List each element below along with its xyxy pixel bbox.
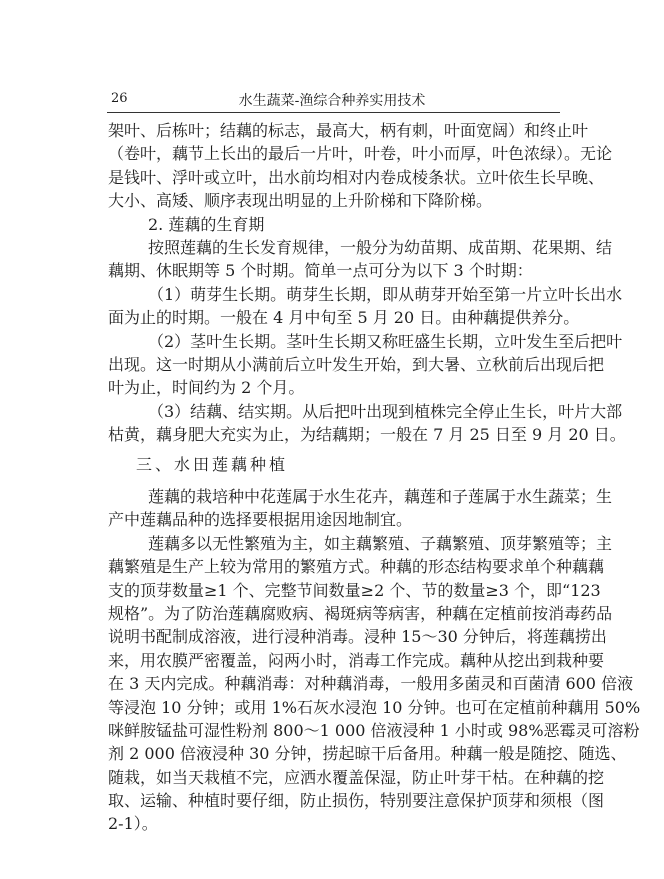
text-line: 来，用农膜严密覆盖，闷两小时，消毒工作完成。藕种从挖出到栽种要 — [108, 650, 605, 670]
section-heading: 三、水田莲藕种植 — [136, 455, 289, 474]
text-line: 莲藕多以无性繁殖为主，如主藕繁殖、子藕繁殖、顶芽繁殖等；主 — [148, 533, 613, 553]
text-line: 2-1）。 — [108, 814, 158, 834]
subheading: 2. 莲藕的生育期 — [148, 214, 265, 234]
text-line: 藕期、休眠期等 5 个时期。简单一点可分为以下 3 个时期： — [108, 261, 533, 281]
text-line: 面为止的时期。一般在 4 月中旬至 5 月 20 日。由种藕提供养分。 — [108, 308, 580, 328]
text-line: 规格”。为了防治莲藕腐败病、褐斑病等病害，种藕在定植前按消毒药品 — [108, 603, 613, 623]
text-line: 藕繁殖是生产上较为常用的繁殖方式。种藕的形态结构要求单个种藕藕 — [108, 557, 605, 577]
text-line: 是钱叶、浮叶或立叶，出水前均相对内卷成棱条状。立叶依生长早晚、 — [108, 167, 605, 187]
text-line: 说明书配制成溶液，进行浸种消毒。浸种 15～30 分钟后，将莲藕捞出 — [108, 627, 607, 647]
text-line: 取、运输、种植时要仔细，防止损伤，特别要注意保护顶芽和须根（图 — [108, 791, 605, 811]
section-1-text — [108, 119, 626, 446]
text-line: 等浸泡 10 分钟；或用 1%石灰水浸泡 10 分钟。也可在定植前种藕用 50% — [108, 697, 641, 717]
header-rule — [107, 112, 560, 113]
text-line: 支的顶芽数量≥1 个、完整节间数量≥2 个、节的数量≥3 个，即“123 — [108, 580, 601, 600]
text-line: 产中莲藕品种的选择要根据用途因地制宜。 — [108, 510, 413, 530]
text-line: 架叶、后栋叶；结藕的标志，最高大，柄有刺，叶面宽阔）和终止叶 — [108, 121, 589, 140]
text-line: 大小、高矮、顺序表现出明显的上升阶梯和下降阶梯。 — [108, 191, 493, 211]
text-line: 按照莲藕的生长发育规律，一般分为幼苗期、成苗期、花果期、结 — [148, 237, 613, 257]
section-2-text — [108, 485, 641, 836]
text-line: 剂 2 000 倍液浸种 30 分钟，捞起晾干后备用。种藕一般是随挖、随选、 — [108, 744, 627, 764]
text-line: 在 3 天内完成。种藕消毒：对种藕消毒，一般用多菌灵和百菌清 600 倍液 — [108, 674, 634, 694]
text-line: 莲藕的栽培种中花莲属于水生花卉，藕莲和子莲属于水生蔬菜；生 — [148, 487, 613, 506]
text-line: 随栽，如当天栽植不完，应洒水覆盖保湿，防止叶芽干枯。在种藕的挖 — [108, 767, 605, 787]
text-line: 出现。这一时期从小满前后立叶发生开始，到大暑、立秋前后出现后把 — [108, 354, 605, 374]
text-line: （2）茎叶生长期。茎叶生长期又称旺盛生长期，立叶发生至后把叶 — [148, 331, 623, 351]
text-line: 枯黄，藕身肥大充实为止，为结藕期；一般在 7 月 25 日至 9 月 20 日。 — [108, 425, 626, 445]
text-line: （卷叶，藕节上长出的最后一片叶，叶卷，叶小而厚，叶色浓绿）。无论 — [108, 144, 613, 164]
text-line: 叶为止，时间约为 2 个月。 — [108, 378, 305, 398]
text-line: 咪鲜胺锰盐可湿性粉剂 800～1 000 倍液浸种 1 小时或 98%恶霉灵可溶粉 — [108, 720, 640, 740]
text-line: （1）萌芽生长期。萌芽生长期，即从萌芽开始至第一片立叶长出水 — [148, 284, 623, 304]
running-header-title: 水生蔬菜-渔综合种养实用技术 — [238, 93, 426, 109]
page-number: 26 — [111, 91, 128, 106]
text-line: （3）结藕、结实期。从后把叶出现到植株完全停止生长，叶片大部 — [148, 401, 623, 421]
